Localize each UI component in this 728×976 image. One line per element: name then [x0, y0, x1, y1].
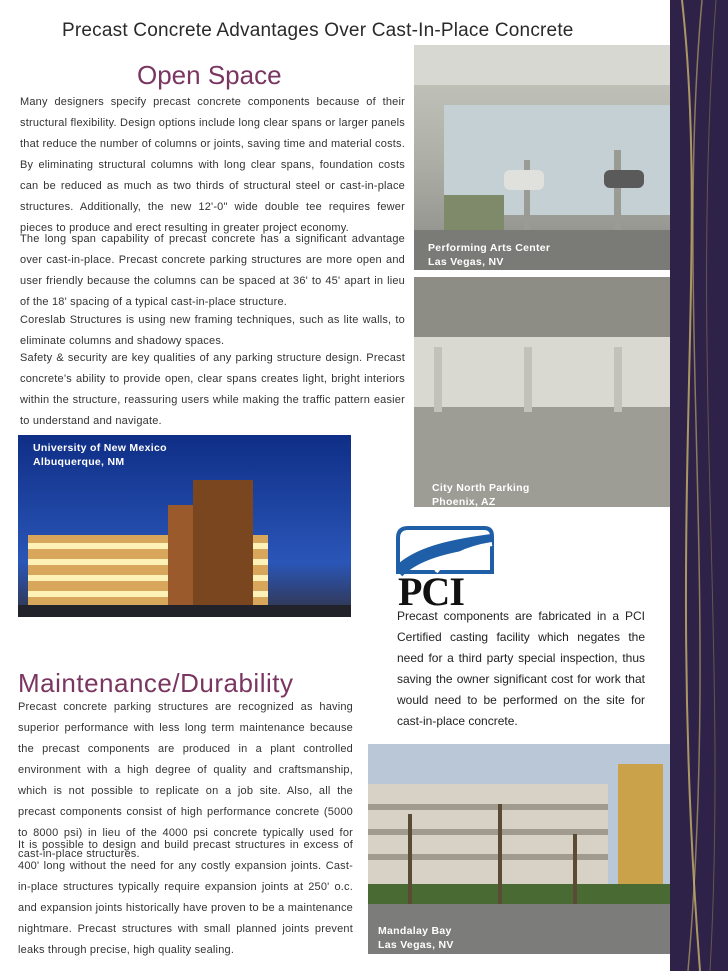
caption-line: University of New Mexico [33, 442, 167, 454]
caption-performing-arts-center [428, 241, 550, 269]
open-space-paragraph-3: Coreslab Structures is using new framing techniques, such as lite walls, to eliminate columns and shadowy spaces. [20, 314, 405, 347]
maintenance-heading: Maintenance/Durability [18, 668, 294, 698]
sidebar-pattern [670, 0, 728, 971]
pci-logo [396, 524, 496, 614]
caption-line: Phoenix, AZ [432, 496, 496, 507]
maintenance-paragraph-1: Precast concrete parking structures are recognized as having superior performance with less long term maintenance because the precast components are produced in a plant controlled environment with a high degree of quality and craftsmanship, which is not possible to replicate on a job site. Also, all the precast components consist of high performance concrete (5000 to 8000 psi) in lieu of the 4000 psi concrete typically used for cast-in-place structures. [18, 701, 353, 860]
pci-certification-text: Precast components are fabricated in a PCI Certified casting facility which negates the need for a third party special inspection, thus saving the owner significant cost for work that would need to be performed on the site for cast-in-place concrete. [397, 609, 645, 728]
caption-mandalay-bay [378, 924, 454, 952]
pci-logo-text: PCI [398, 569, 464, 614]
caption-line: Mandalay Bay [378, 925, 452, 937]
caption-line: Albuquerque, NM [33, 456, 125, 468]
maintenance-paragraph-2: It is possible to design and build precast structures in excess of 400' long without the need for any costly expansion joints. Cast-in-place structures typically require expansion joints at 250' o.c. and expansion joints historically have proven to be a maintenance nightmare. Precast structures with small planned joints prevent leaks through precise, high quality sealing. [18, 839, 353, 956]
decorative-sidebar [670, 0, 728, 971]
photo-mandalay-bay [368, 744, 670, 954]
caption-line: Las Vegas, NV [378, 939, 454, 951]
photo-city-north-parking [414, 277, 670, 507]
open-space-paragraph-4: Safety & security are key qualities of any parking structure design. Precast concrete’s ability to provide open, clear spans creates light, bright interiors within the structure, reassuring users while making the traffic pattern easier to understand and navigate. [20, 352, 405, 427]
page-title: Precast Concrete Advantages Over Cast-In-Place Concrete [62, 20, 574, 41]
caption-line: Las Vegas, NV [428, 256, 504, 268]
open-space-paragraph-2: The long span capability of precast concrete has a significant advantage over cast-in-place. Precast concrete parking structures are more open and user friendly because the columns can be spaced at 36' to 45' apart in lieu of the 18' spacing of a typical cast-in-place structure. [20, 233, 405, 308]
photo-university-new-mexico [18, 435, 351, 617]
caption-university-new-mexico [33, 441, 167, 469]
caption-city-north-parking [432, 481, 530, 507]
caption-line: Performing Arts Center [428, 242, 551, 254]
open-space-paragraph-1: Many designers specify precast concrete components because of their structural flexibility. Design options include long clear spans or larger panels that reduce the number of columns or joints, saving time and material costs. By eliminating structural columns with long clear spans, foundation costs can be reduced as much as two thirds of structural steel or cast-in-place structures. Additionally, the new 12'-0" wide double tee requires fewer pieces to produce and erect resulting in greater project economy. [20, 96, 405, 234]
photo-performing-arts-center [414, 45, 670, 270]
caption-line: City North Parking [432, 482, 530, 494]
open-space-heading: Open Space [137, 60, 282, 90]
